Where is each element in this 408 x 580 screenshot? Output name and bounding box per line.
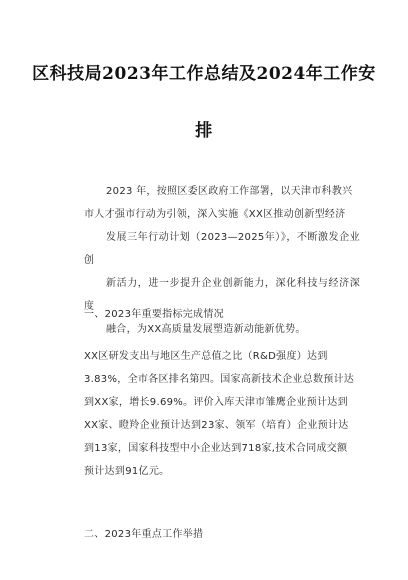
indicators-line: 到13家，国家科技型中小企业达到718家,技术合同成交额 — [84, 443, 348, 454]
indicators-line: XX家、瞪羚企业预计达到23家、领军（培育）企业预计达 — [84, 420, 349, 431]
intro-line: 新活力，进一步提升企业创新能力，深化科技与经济深度 — [84, 278, 360, 312]
indicators-line: 预计达到91亿元。 — [84, 466, 170, 477]
intro-line: 市人才强市行动为引领，深入实施《XX区推动创新型经济 — [84, 209, 346, 220]
document-title-line2: 排 — [195, 121, 213, 141]
section-heading-indicators: 一、2023年重要指标完成情况 — [84, 309, 224, 320]
intro-line: 2023 年，按照区委区政府工作部署，以天津市科教兴 — [106, 186, 353, 197]
intro-line: 融合，为XX高质量发展塑造新动能新优势。 — [106, 324, 306, 335]
indicators-line: XX区研发支出与地区生产总值之比（R&D强度）达到 — [84, 351, 328, 362]
indicators-paragraph — [84, 345, 360, 483]
indicators-line: 到XX家，增长9.69%。评价入库天津市雏鹰企业预计达到 — [84, 397, 348, 408]
section-heading-key-work: 二、2023年重点工作举措 — [84, 529, 204, 540]
indicators-line: 3.83%，全市各区排名第四。国家高新技术企业总数预计达 — [84, 374, 355, 385]
intro-line: 发展三年行动计划（2023—2025年）》，不断激发企业创 — [84, 232, 360, 266]
document-title-line1: 区科技局2023年工作总结及2024年工作安 — [32, 64, 376, 84]
